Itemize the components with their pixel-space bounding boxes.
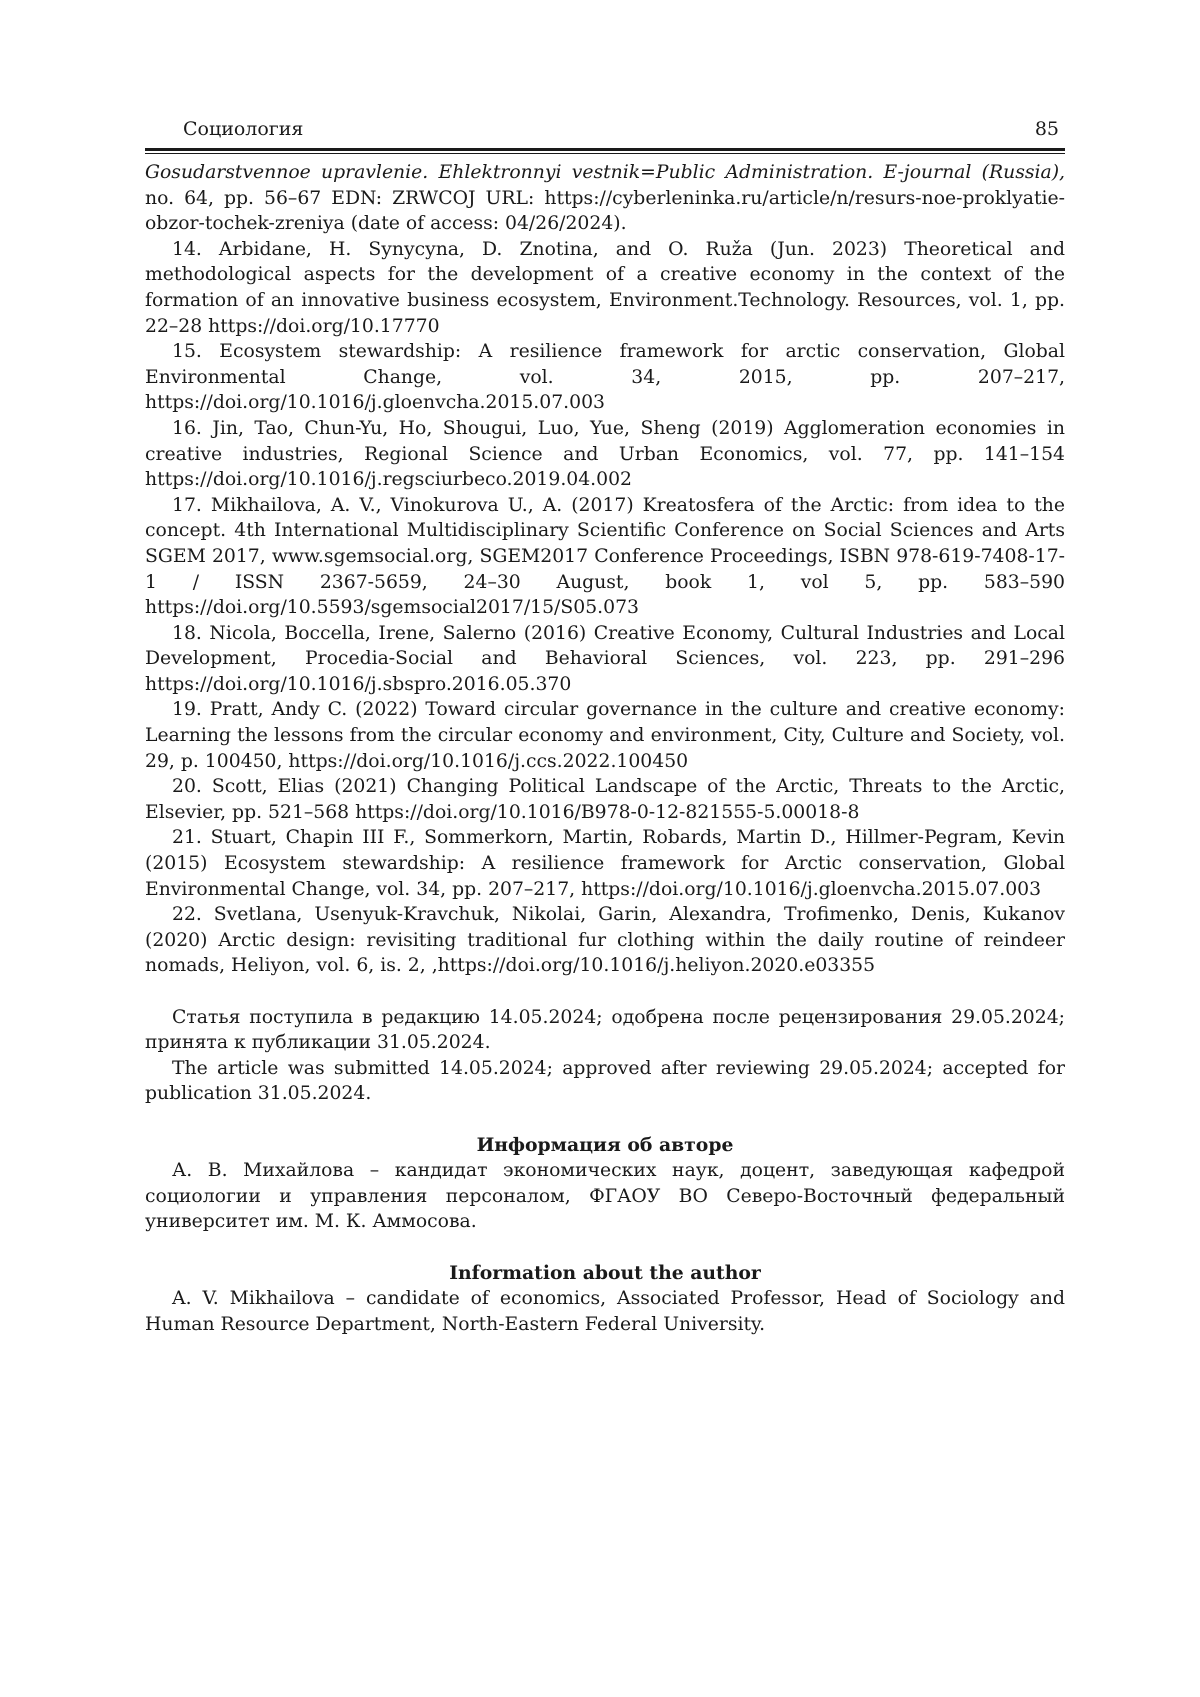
reference-item: 20. Scott, Elias (2021) Changing Political Landscape of the Arctic, Threats to the Arctic, Elsevier, pp. 521–568 https://doi.org/10.1016/B978-0-12-821555-5.00018-8 [145, 774, 1065, 825]
reference-item: 21. Stuart, Chapin III F., Sommerkorn, Martin, Robards, Martin D., Hillmer-Pegram, Kevin (2015) Ecosystem stewardship: A resilience framework for Arctic conservation, Global Environmental Change, vol. 34, pp. 207–217, https://doi.org/10.1016/j.gloenvcha.2015.07.003 [145, 825, 1065, 902]
page-number: 85 [1035, 118, 1059, 140]
document-page [145, 118, 1065, 1337]
spacer [145, 979, 1065, 1005]
spacer [145, 1107, 1065, 1133]
reference-continuation-text: no. 64, pp. 56–67 EDN: ZRWCOJ URL: https://cyberleninka.ru/article/n/resurs-noe-proklyatie-obzor-tochek-zreniya (date of access: 04/26/2024). [145, 188, 1065, 235]
author-heading-ru: Информация об авторе [145, 1133, 1065, 1159]
reference-item: 18. Nicola, Boccella, Irene, Salerno (2016) Creative Economy, Cultural Industries and Local Development, Procedia-Social and Behavioral Sciences, vol. 223, pp. 291–296 https://doi.org/10.1016/j.sbspro.2016.05.370 [145, 621, 1065, 698]
reference-item: 17. Mikhailova, A. V., Vinokurova U., A. (2017) Kreatosfera of the Arctic: from idea to the concept. 4th International Multidisciplinary Scientific Conference on Social Sciences and Arts SGEM 2017, www.sgemsocial.org, SGEM2017 Conference Proceedings, ISBN 978-619-7408-17-1 / ISSN 2367-5659, 24–30 August, book 1, vol 5, pp. 583–590 https://doi.org/10.5593/sgemsocial2017/15/S05.073 [145, 493, 1065, 621]
reference-item: 14. Arbidane, H. Synycyna, D. Znotina, and O. Ruža (Jun. 2023) Theoretical and methodological aspects for the development of a creative economy in the context of the formation of an innovative business ecosystem, Environment.Technology. Resources, vol. 1, pp. 22–28 https://doi.org/10.17770 [145, 237, 1065, 339]
reference-item: 16. Jin, Tao, Chun-Yu, Ho, Shougui, Luo, Yue, Sheng (2019) Agglomeration economies in creative industries, Regional Science and Urban Economics, vol. 77, pp. 141–154 https://doi.org/10.1016/j.regsciurbeco.2019.04.002 [145, 416, 1065, 493]
author-heading-en: Information about the author [145, 1261, 1065, 1287]
submission-note-ru: Статья поступила в редакцию 14.05.2024; одобрена после рецензирования 29.05.2024; принята к публикации 31.05.2024. [145, 1005, 1065, 1056]
spacer [145, 1235, 1065, 1261]
submission-note-en: The article was submitted 14.05.2024; approved after reviewing 29.05.2024; accepted for publication 31.05.2024. [145, 1056, 1065, 1107]
document-body [145, 160, 1065, 1337]
header-rule-thin [145, 153, 1065, 154]
author-info-ru: А. В. Михайлова – кандидат экономических наук, доцент, заведующая кафедрой социологии и управления персоналом, ФГАОУ ВО Северо-Восточный федеральный университет им. М. К. Аммосова. [145, 1158, 1065, 1235]
reference-item: 22. Svetlana, Usenyuk-Kravchuk, Nikolai, Garin, Alexandra, Trofimenko, Denis, Kukanov (2020) Arctic design: revisiting traditional fur clothing within the daily routine of reindeer nomads, Heliyon, vol. 6, is. 2, ,https://doi.org/10.1016/j.heliyon.2020.e03355 [145, 902, 1065, 979]
reference-item: 19. Pratt, Andy C. (2022) Toward circular governance in the culture and creative economy: Learning the lessons from the circular economy and environment, City, Culture and Society, vol. 29, p. 100450, https://doi.org/10.1016/j.ccs.2022.100450 [145, 697, 1065, 774]
section-title: Социология [183, 118, 303, 140]
running-header [145, 118, 1065, 148]
header-rule-thick [145, 148, 1065, 151]
journal-title: Gosudarstvennoe upravlenie. Ehlektronnyi vestnik=Public Administration. E-journal (Russia), [145, 162, 1065, 183]
reference-item: 15. Ecosystem stewardship: A resilience framework for arctic conservation, Global Environmental Change, vol. 34, 2015, pp. 207–217, https://doi.org/10.1016/j.gloenvcha.2015.07.003 [145, 339, 1065, 416]
reference-continuation [145, 160, 1065, 237]
author-info-en: A. V. Mikhailova – candidate of economics, Associated Professor, Head of Sociology and Human Resource Department, North-Eastern Federal University. [145, 1286, 1065, 1337]
